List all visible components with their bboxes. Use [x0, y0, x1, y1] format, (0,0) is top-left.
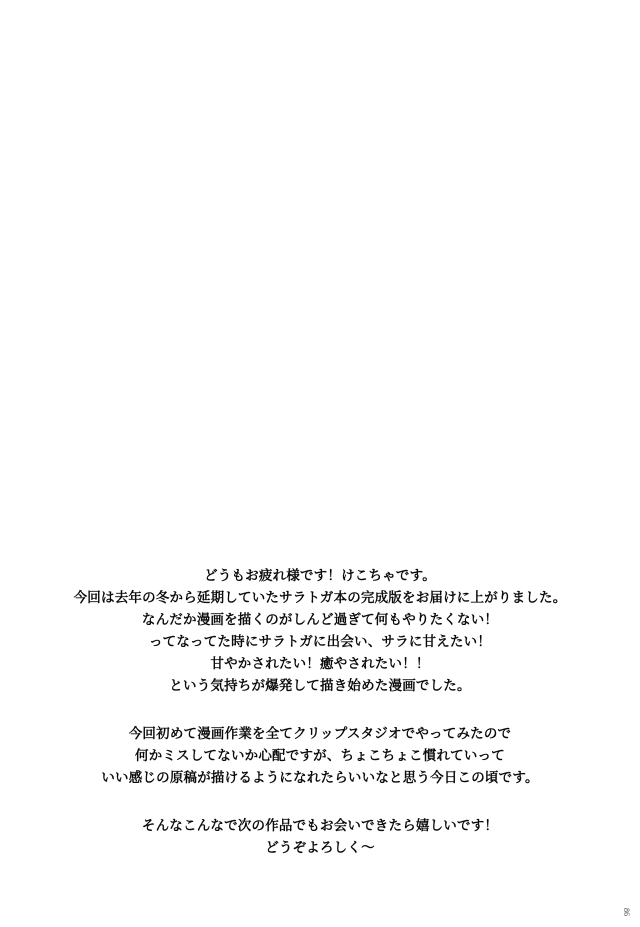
afterword-line: ってなってた時にサラトガに出会い、サラに甘えたい！ [148, 634, 492, 649]
afterword-line: 甘やかされたい！癒やされたい！！ [210, 656, 430, 671]
afterword-line: 今回初めて漫画作業を全てクリップスタジオでやってみたので [128, 726, 512, 741]
afterword-line: なんだか漫画を描くのがしんど過ぎて何もやりたくない！ [141, 612, 499, 627]
afterword-paragraph-3 [0, 815, 640, 859]
afterword-line: 今回は去年の冬から延期していたサラトガ本の完成版をお届けに上がりました。 [73, 590, 567, 605]
afterword-paragraph-1 [0, 565, 640, 697]
afterword-paragraph-2 [0, 723, 640, 789]
afterword-line: いい感じの原稿が描けるようになれたらいいなと思う今日この頃です。 [101, 770, 539, 785]
afterword-line: という気持ちが爆発して描き始めた漫画でした。 [169, 678, 471, 693]
afterword-text [0, 565, 640, 859]
afterword-line: どうぞよろしく〜 [265, 840, 375, 855]
afterword-line: どうもお疲れ様です！けこちゃです。 [204, 568, 436, 583]
page-number: 86 [622, 908, 631, 916]
afterword-line: そんなこんなで次の作品でもお会いできたら嬉しいです！ [141, 818, 499, 833]
afterword-line: 何かミスしてないか心配ですが、ちょこちょこ慣れていって [135, 748, 505, 763]
